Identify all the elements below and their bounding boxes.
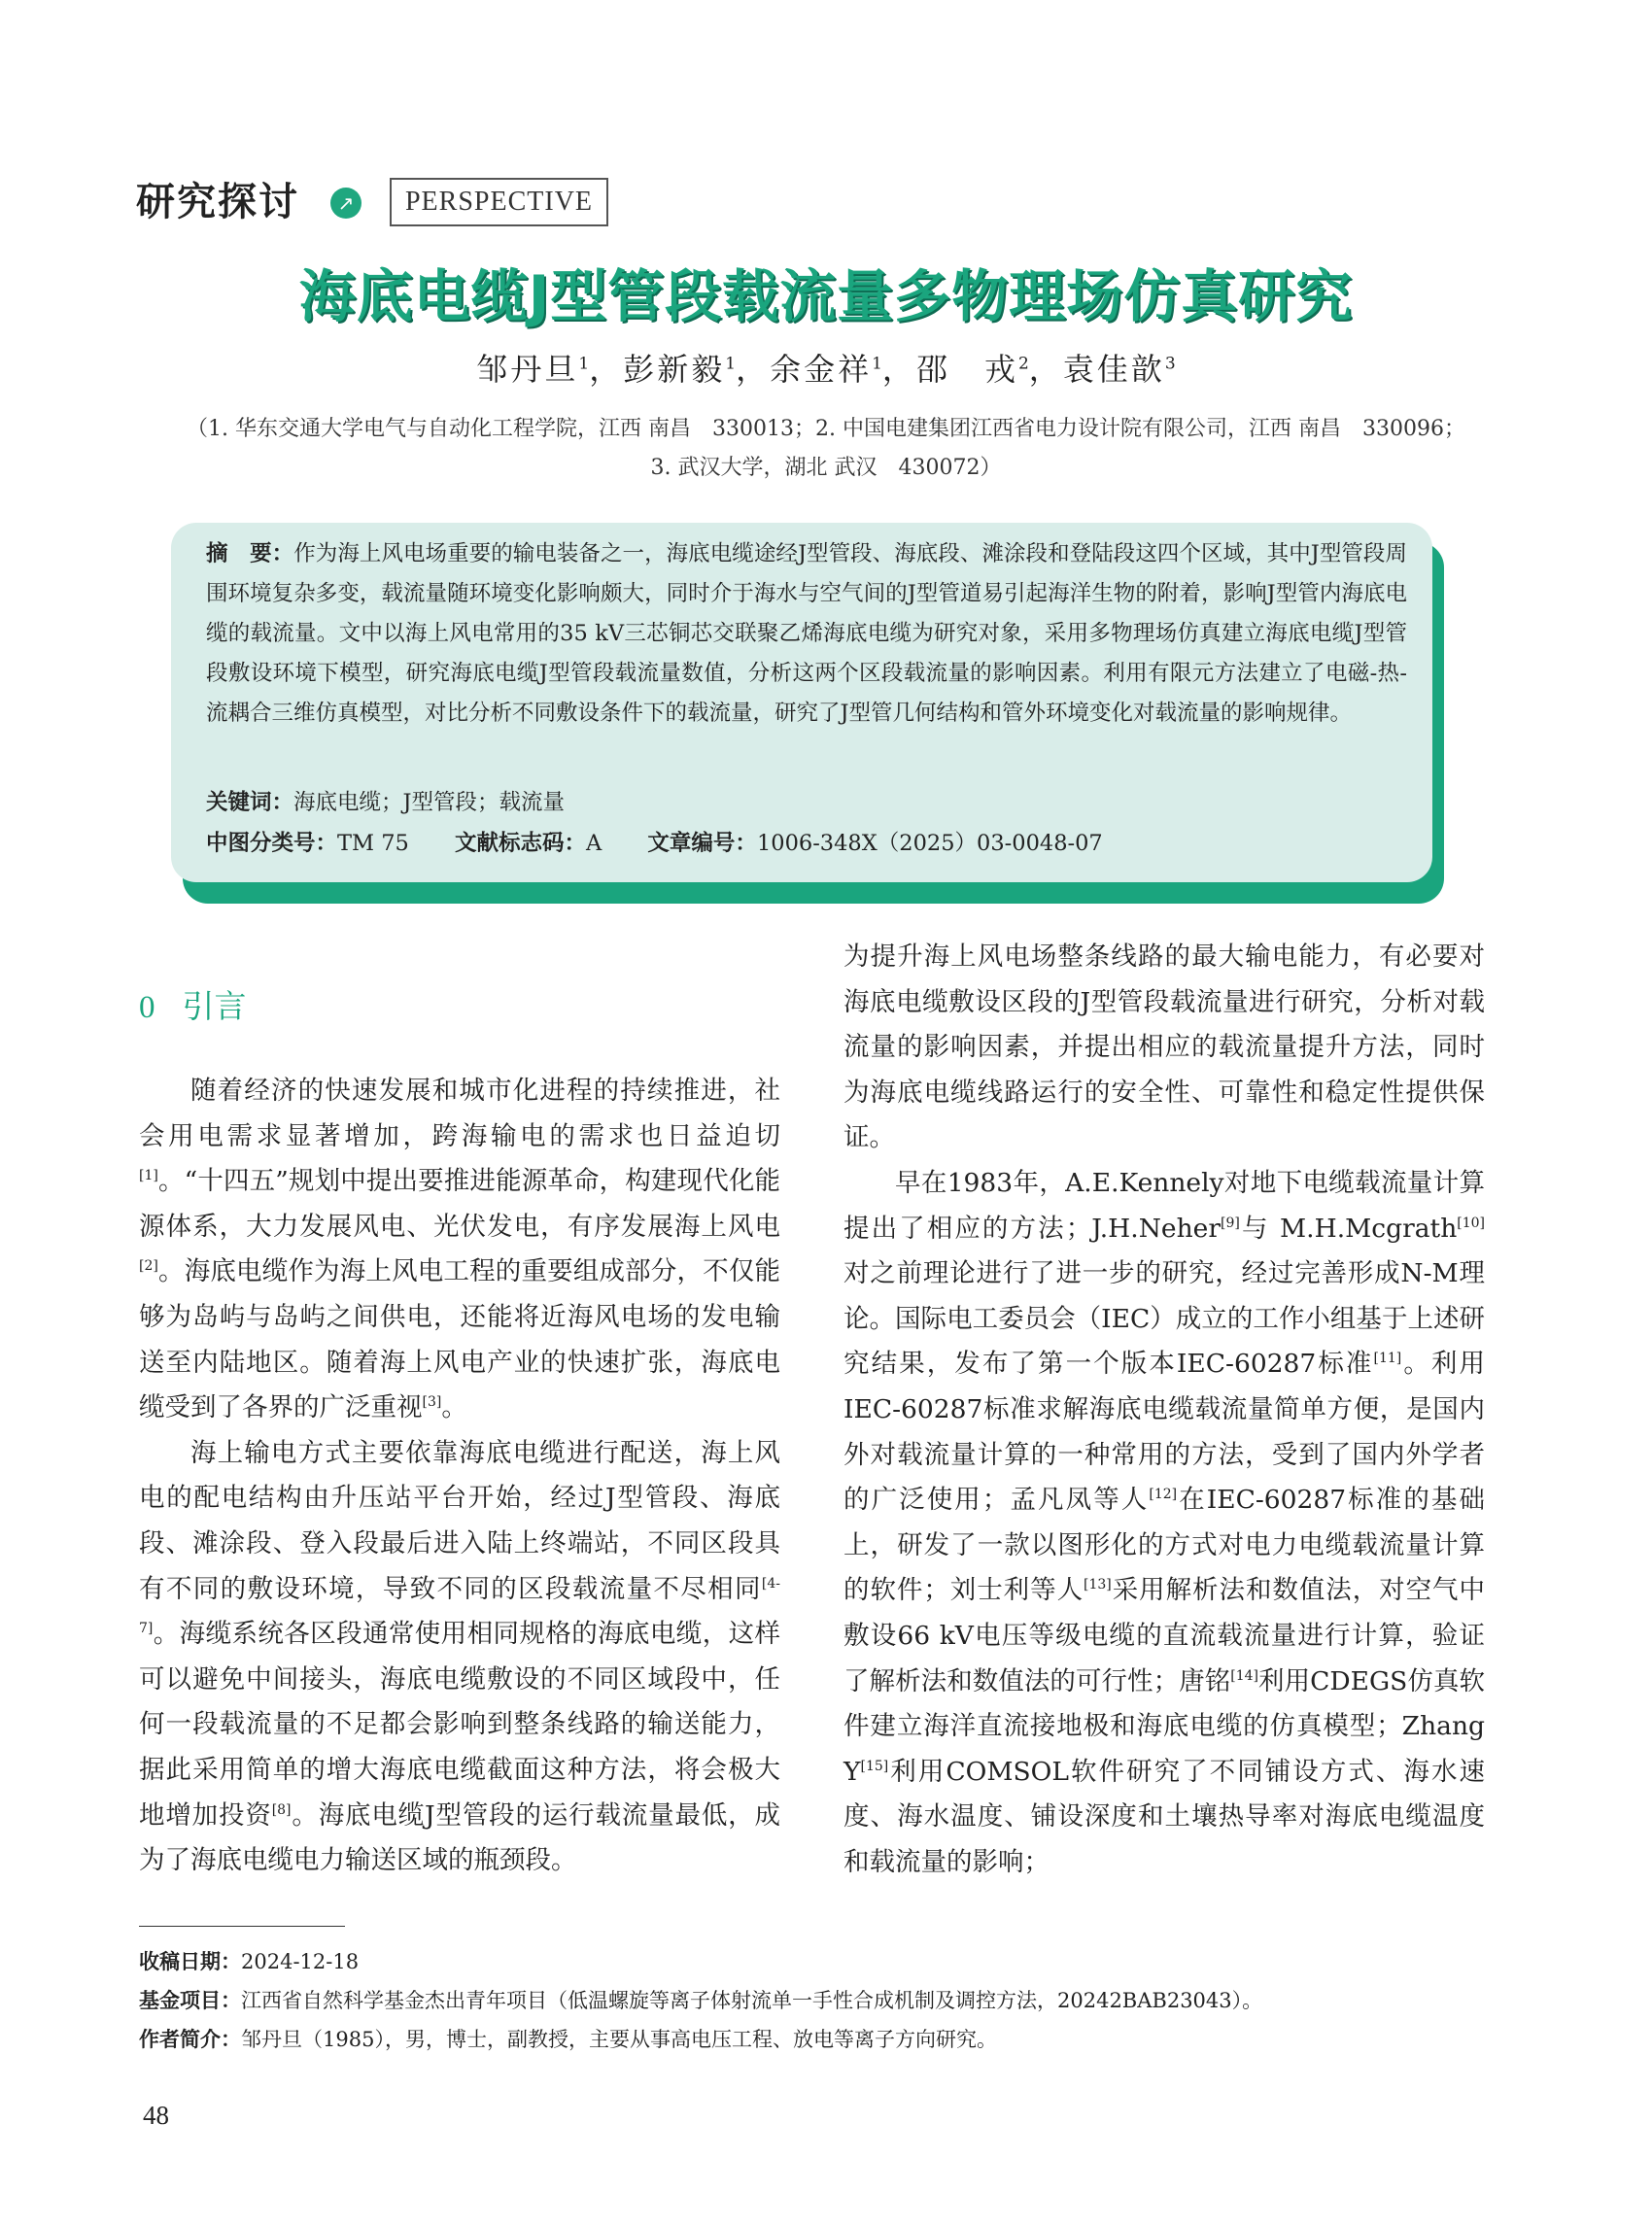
- author-name: 邹丹旦: [476, 351, 579, 388]
- author-bio: 作者简介：邹丹旦（1985），男，博士，副教授，主要从事高电压工程、放电等离子方向研究。: [139, 2028, 997, 2051]
- article-no-value: 1006-348X（2025）03-0048-07: [756, 831, 1103, 856]
- author-affiliation-mark: 3: [1164, 354, 1176, 374]
- article-no-label: 文章编号：: [647, 831, 757, 856]
- keywords-label: 关键词：: [206, 790, 294, 815]
- classification-line: [206, 826, 1142, 857]
- abstract-label: 摘 要：: [206, 541, 294, 566]
- clc-label: 中图分类号：: [206, 831, 338, 856]
- paragraph: 海上输电方式主要依靠海底电缆进行配送，海上风电的配电结构由升压站平台开始，经过J型管段、海底段、滩涂段、登入段最后进入陆上终端站，不同区段具有不同的敷设环境，导致不同的区段载流量不尽相同[4-7]。海缆系统各区段通常使用相同规格的海底电缆，这样可以避免中间接头，海底电缆敷设的不同区域段中，任何一段载流量的不足都会影响到整条线路的输送能力，据此采用简单的增大海底电缆截面这种方法，将会极大地增加投资[8]。海底电缆J型管段的运行载流量最低，成为了海底电缆电力输送区域的瓶颈段。: [139, 1437, 781, 1876]
- citation[interactable]: [8]: [271, 1801, 292, 1818]
- section-title: 引言: [182, 987, 247, 1025]
- section-number: 0: [139, 990, 155, 1025]
- section-label: 研究探讨: [136, 180, 299, 224]
- paper-title: 海底电缆J型管段载流量多物理场仿真研究: [298, 263, 1354, 329]
- author-separator: ，: [1028, 351, 1063, 388]
- citation[interactable]: [13]: [1084, 1577, 1112, 1593]
- author-separator: ，: [881, 351, 916, 388]
- clc-value: TM 75: [337, 831, 409, 856]
- paragraph: 为提升海上风电场整条线路的最大输电能力，有必要对海底电缆敷设区段的J型管段载流量进行研究，分析对载流量的影响因素，并提出相应的载流量提升方法，同时为海底电缆线路运行的安全性、可靠性和稳定性提供保证。: [843, 942, 1485, 1153]
- citation[interactable]: [15]: [860, 1758, 889, 1774]
- abstract-body: 作为海上风电场重要的输电装备之一，海底电缆途经J型管段、海底段、滩涂段和登陆段这四个区域，其中J型管段周围环境复杂多变，载流量随环境变化影响颇大，同时介于海水与空气间的J型管道易引起海洋生物的附着，影响J型管内海底电缆的载流量。文中以海上风电常用的35 kV三芯铜芯交联聚乙烯海底电缆为研究对象，采用多物理场仿真建立海底电缆J型管段敷设环境下模型，研究海底电缆J型管段载流量数值，分析这两个区段载流量的影响因素。利用有限元方法建立了电磁-热-流耦合三维仿真模型，对比分析不同敷设条件下的载流量，研究了J型管几何结构和管外环境变化对载流量的影响规律。: [206, 541, 1407, 726]
- section-heading: [139, 981, 247, 1027]
- author-affiliation-mark: 1: [725, 354, 737, 374]
- author-affiliation-mark: 2: [1017, 354, 1029, 374]
- keywords: 海底电缆；J型管段；载流量: [293, 790, 566, 815]
- page-number: 48: [143, 2101, 169, 2130]
- author-name: 彭新毅: [623, 351, 726, 388]
- affiliation-line-2: 3. 武汉大学，湖北 武汉 430072）: [650, 456, 1002, 480]
- author-name: 袁佳歆: [1062, 351, 1165, 388]
- received-date: 收稿日期：2024-12-18: [139, 1950, 360, 1973]
- paragraph: 随着经济的快速发展和城市化进程的持续推进，社会用电需求显著增加，跨海输电的需求也日益迫切[1]。“十四五”规划中提出要推进能源革命，构建现代化能源体系，大力发展风电、光伏发电，有序发展海上风电[2]。海底电缆作为海上风电工程的重要组成部分，不仅能够为岛屿与岛屿之间供电，还能将近海风电场的发电输送至内陆地区。随着海上风电产业的快速扩张，海底电缆受到了各界的广泛重视[3]。: [139, 1076, 780, 1423]
- citation[interactable]: [9]: [1221, 1215, 1240, 1231]
- author-name: 邵 戎: [915, 351, 1018, 388]
- citation[interactable]: [14]: [1230, 1667, 1258, 1684]
- author-name: 余金祥: [770, 351, 873, 388]
- doc-code-label: 文献标志码：: [455, 831, 587, 856]
- keywords-line: [206, 785, 565, 816]
- citation[interactable]: [11]: [1373, 1351, 1402, 1367]
- citation[interactable]: [2]: [139, 1258, 158, 1275]
- author-list: [0, 345, 1652, 390]
- author-separator: ，: [736, 351, 771, 388]
- abstract-text: [206, 534, 1407, 734]
- author-separator: ，: [589, 351, 624, 388]
- fund-project: 基金项目：江西省自然科学基金杰出青年项目（低温螺旋等离子体射流单一手性合成机制及调控方法，20242BAB23043）。: [139, 1989, 1263, 2012]
- perspective-tag: PERSPECTIVE: [390, 178, 608, 226]
- citation[interactable]: [1]: [139, 1168, 158, 1184]
- paragraph: 早在1983年，A.E.Kennely对地下电缆载流量计算提出了相应的方法；J.H.Neher[9]与 M.H.Mcgrath[10]对之前理论进行了进一步的研究，经过完善形成N-M理论。国际电工委员会（IEC）成立的工作小组基于上述研究结果，发布了第一个版本IEC-60287标准[11]。利用IEC-60287标准求解海底电缆载流量简单方便，是国内外对载流量计算的一种常用的方法，受到了国内外学者的广泛使用；孟凡凤等人[12]在IEC-60287标准的基础上，研发了一款以图形化的方式对电力电缆载流量计算的软件；刘士利等人[13]采用解析法和数值法，对空气中敷设66 kV电压等级电缆的直流载流量进行计算，验证了解析法和数值法的可行性；唐铭[14]利用CDEGS仿真软件建立海洋直流接地极和海底电缆的仿真模型；Zhang Y[15]利用COMSOL软件研究了不同铺设方式、海水速度、海水温度、铺设深度和土壤热导率对海底电缆温度和载流量的影响；: [843, 1167, 1486, 1877]
- body-column-left: [139, 1069, 780, 1884]
- affiliation-line-1: （1. 华东交通大学电气与自动化工程学院，江西 南昌 330013；2. 中国电建集团江西省电力设计院有限公司，江西 南昌 330096；: [187, 417, 1465, 441]
- author-affiliation-mark: 1: [872, 354, 882, 374]
- body-column-right: [843, 935, 1485, 1885]
- footnote-divider: [139, 1926, 345, 1927]
- citation[interactable]: [4-7]: [139, 1575, 780, 1637]
- author-affiliation-mark: 1: [578, 354, 590, 374]
- doc-code-value: A: [586, 831, 602, 856]
- citation[interactable]: [3]: [422, 1394, 442, 1411]
- arrow-icon: ↗: [330, 188, 361, 219]
- citation[interactable]: [12]: [1149, 1487, 1178, 1503]
- citation[interactable]: [10]: [1457, 1215, 1486, 1231]
